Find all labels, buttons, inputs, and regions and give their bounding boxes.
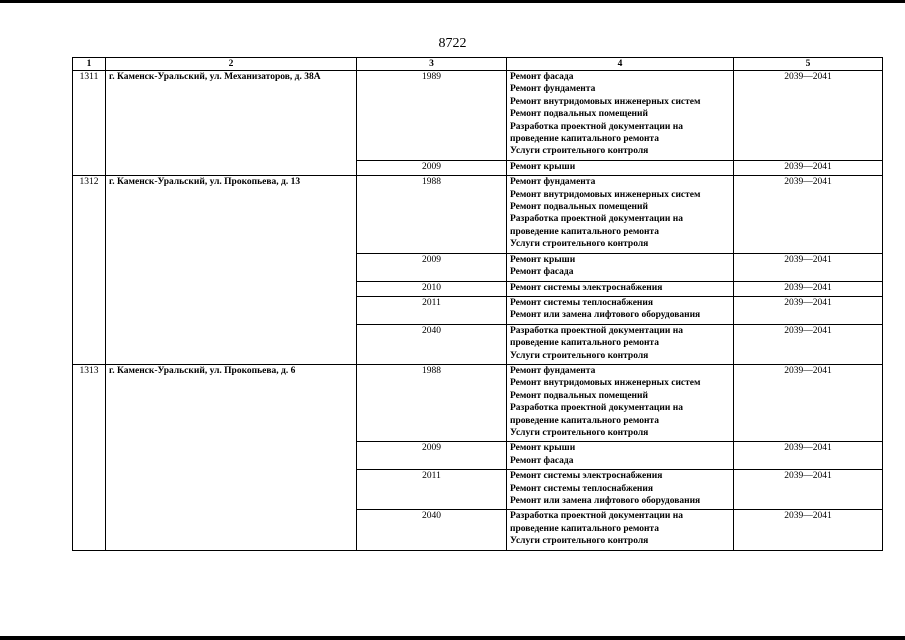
- period-cell: 2039—2041: [734, 71, 883, 161]
- year-cell: 2009: [357, 442, 507, 470]
- work-item: Разработка проектной документации на: [510, 121, 683, 132]
- work-item: Ремонт внутридомовых инженерных систем: [510, 96, 701, 107]
- period-cell: 2039—2041: [734, 364, 883, 441]
- entry-number: 1312: [73, 176, 106, 365]
- work-item: Ремонт или замена лифтового оборудования: [510, 496, 701, 506]
- work-item: Ремонт системы электроснабжения: [510, 282, 663, 293]
- column-header: 2: [106, 58, 357, 71]
- column-header: 3: [357, 58, 507, 71]
- year-cell: 1988: [357, 364, 507, 441]
- works-cell: [507, 71, 734, 161]
- works-cell: [507, 442, 734, 470]
- work-item: проведение капитального ремонта: [510, 523, 659, 534]
- table-body: [73, 71, 883, 551]
- table-row: [73, 176, 883, 253]
- table-header-row: [73, 58, 883, 71]
- work-item: Ремонт подвальных помещений: [510, 390, 648, 401]
- work-item: Ремонт подвальных помещений: [510, 202, 648, 213]
- work-item: Услуги строительного контроля: [510, 146, 649, 157]
- work-item: Ремонт подвальных помещений: [510, 109, 648, 120]
- work-item: проведение капитального ремонта: [510, 134, 659, 145]
- year-cell: 2011: [357, 470, 507, 510]
- works-cell: [507, 296, 734, 324]
- work-item: Ремонт фасада: [510, 455, 574, 466]
- work-item: Ремонт крыши: [510, 443, 576, 454]
- table-row: [73, 71, 883, 161]
- entry-number: 1311: [73, 71, 106, 176]
- work-item: Ремонт системы электроснабжения: [510, 471, 663, 482]
- work-item: Разработка проектной документации на: [510, 511, 683, 522]
- repair-schedule-table: [72, 57, 883, 551]
- entry-address: г. Каменск-Уральский, ул. Прокопьева, д. 6: [106, 364, 357, 550]
- work-item: проведение капитального ремонта: [510, 226, 659, 237]
- work-item: Ремонт или замена лифтового оборудования: [510, 310, 701, 321]
- work-item: проведение капитального ремонта: [510, 338, 659, 349]
- work-item: Ремонт фундамента: [510, 84, 596, 95]
- work-item: проведение капитального ремонта: [510, 415, 659, 426]
- period-cell: 2039—2041: [734, 160, 883, 175]
- work-item: Услуги строительного контроля: [510, 536, 649, 547]
- work-item: Ремонт фундамента: [510, 365, 596, 376]
- period-cell: 2039—2041: [734, 296, 883, 324]
- period-cell: 2039—2041: [734, 176, 883, 253]
- works-cell: [507, 160, 734, 175]
- year-cell: 1989: [357, 71, 507, 161]
- work-item: Ремонт крыши: [510, 161, 576, 172]
- period-cell: 2039—2041: [734, 442, 883, 470]
- work-item: Разработка проектной документации на: [510, 214, 683, 225]
- works-cell: [507, 510, 734, 550]
- scan-top-border: [0, 0, 905, 3]
- work-item: Услуги строительного контроля: [510, 350, 649, 361]
- work-item: Разработка проектной документации на: [510, 403, 683, 414]
- entry-number: 1313: [73, 364, 106, 550]
- period-cell: 2039—2041: [734, 324, 883, 364]
- year-cell: 2011: [357, 296, 507, 324]
- work-item: Ремонт внутридомовых инженерных систем: [510, 189, 701, 200]
- work-item: Ремонт крыши: [510, 254, 576, 265]
- work-item: Услуги строительного контроля: [510, 427, 649, 438]
- scan-bottom-border: [0, 636, 905, 640]
- work-item: Разработка проектной документации на: [510, 325, 683, 336]
- works-cell: [507, 176, 734, 253]
- work-item: Ремонт фасада: [510, 267, 574, 278]
- year-cell: 2009: [357, 160, 507, 175]
- period-cell: 2039—2041: [734, 510, 883, 550]
- year-cell: 2040: [357, 510, 507, 550]
- work-item: Услуги строительного контроля: [510, 239, 649, 250]
- column-header: 5: [734, 58, 883, 71]
- year-cell: 1988: [357, 176, 507, 253]
- work-item: Ремонт фундамента: [510, 177, 596, 188]
- works-cell: [507, 364, 734, 441]
- work-item: Ремонт фасада: [510, 72, 574, 82]
- year-cell: 2010: [357, 281, 507, 296]
- works-cell: [507, 324, 734, 364]
- page-number: 8722: [438, 36, 467, 51]
- year-cell: 2009: [357, 253, 507, 281]
- period-cell: 2039—2041: [734, 470, 883, 510]
- column-header: 4: [507, 58, 734, 71]
- work-item: Ремонт системы теплоснабжения: [510, 483, 654, 494]
- period-cell: 2039—2041: [734, 281, 883, 296]
- work-item: Ремонт внутридомовых инженерных систем: [510, 378, 701, 389]
- period-cell: 2039—2041: [734, 253, 883, 281]
- entry-address: г. Каменск-Уральский, ул. Прокопьева, д. 13: [106, 176, 357, 365]
- work-item: Ремонт системы теплоснабжения: [510, 297, 654, 308]
- column-header: 1: [73, 58, 106, 71]
- table-row: [73, 364, 883, 441]
- entry-address: г. Каменск-Уральский, ул. Механизаторов, д. 38А: [106, 71, 357, 176]
- works-cell: [507, 281, 734, 296]
- year-cell: 2040: [357, 324, 507, 364]
- works-cell: [507, 470, 734, 510]
- works-cell: [507, 253, 734, 281]
